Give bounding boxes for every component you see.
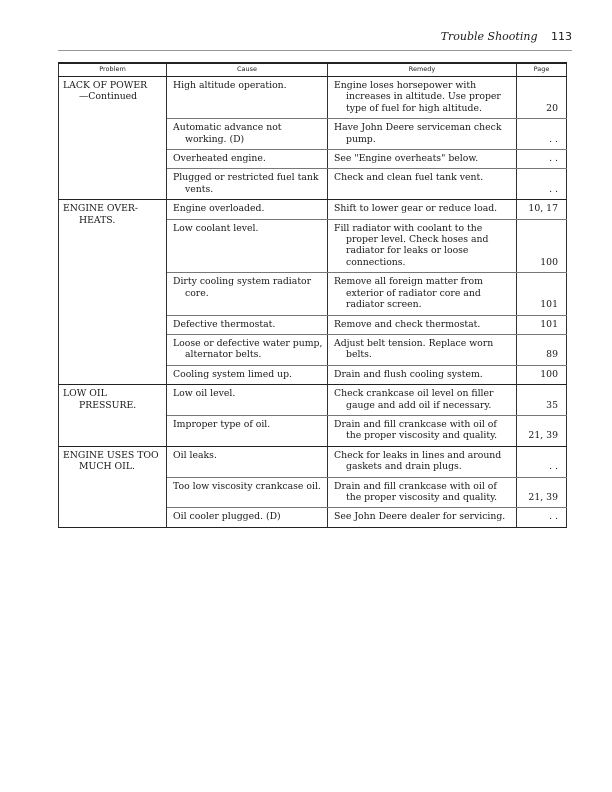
remedy-text: Check and clean fuel tank vent. <box>334 172 484 184</box>
remedy-text: Shift to lower gear or reduce load. <box>334 203 498 215</box>
problem-cell <box>59 77 167 200</box>
column-header-problem: Problem <box>59 63 167 77</box>
table-body <box>59 77 567 528</box>
remedy-text: See "Engine overheats" below. <box>334 153 479 165</box>
table-row <box>59 77 567 119</box>
table-row <box>59 200 567 219</box>
cause-text: Overheated engine. <box>173 153 266 165</box>
page-reference: 35 <box>517 385 567 416</box>
cause-text: Oil leaks. <box>173 449 217 461</box>
cause-text: Low oil level. <box>173 388 236 400</box>
remedy-cell <box>328 273 517 315</box>
page-reference: . . <box>517 169 567 200</box>
remedy-cell <box>328 119 517 150</box>
cause-text: Automatic advance not working. (D) <box>173 122 282 145</box>
problem-label-continued: MUCH OIL. <box>79 461 135 473</box>
remedy-text: Adjust belt tension. Replace worn belts. <box>334 337 494 361</box>
page-reference: . . <box>517 508 567 527</box>
page-number: 113 <box>551 30 572 43</box>
table-header-row <box>59 63 567 77</box>
section-title: Trouble Shooting <box>440 30 538 43</box>
cause-cell <box>167 200 328 219</box>
page-reference: 101 <box>517 315 567 334</box>
problem-label-continued: —Continued <box>79 91 138 103</box>
remedy-cell <box>328 150 517 169</box>
problem-label: ENGINE OVER- <box>63 203 138 215</box>
remedy-cell <box>328 169 517 200</box>
remedy-text: Drain and fill crankcase with oil of the proper viscosity and quality. <box>334 480 498 503</box>
cause-text: Low coolant level. <box>173 222 259 234</box>
remedy-cell <box>328 219 517 273</box>
page-reference: 21, 39 <box>517 477 567 508</box>
problem-label-continued: PRESSURE. <box>79 399 137 411</box>
cause-cell <box>167 219 328 273</box>
page-reference: 20 <box>517 77 567 119</box>
cause-cell <box>167 315 328 334</box>
remedy-text: Engine loses horsepower with increases in altitude. Use proper type of fuel for high altitude. <box>334 80 501 114</box>
remedy-cell <box>328 200 517 219</box>
remedy-cell <box>328 508 517 527</box>
remedy-text: Remove and check thermostat. <box>334 318 481 330</box>
cause-text: Defective thermostat. <box>173 318 276 330</box>
cause-text: High altitude operation. <box>173 80 287 91</box>
page-reference: 89 <box>517 334 567 365</box>
remedy-cell <box>328 477 517 508</box>
cause-cell <box>167 169 328 200</box>
column-header-page: Page <box>517 63 567 77</box>
remedy-cell <box>328 385 517 416</box>
trouble-shooting-table <box>58 62 567 528</box>
cause-cell <box>167 385 328 416</box>
cause-cell <box>167 77 328 119</box>
cause-text: Improper type of oil. <box>173 418 271 430</box>
problem-label: LOW OIL <box>63 388 107 400</box>
cause-cell <box>167 334 328 365</box>
remedy-text: Drain and fill crankcase with oil of the proper viscosity and quality. <box>334 418 498 442</box>
problem-label: LACK OF POWER <box>63 80 148 91</box>
problem-cell <box>59 446 167 527</box>
page-reference: 101 <box>517 273 567 315</box>
remedy-text: See John Deere dealer for servicing. <box>334 511 506 523</box>
cause-cell <box>167 508 328 527</box>
cause-text: Oil cooler plugged. (D) <box>173 511 281 523</box>
remedy-cell <box>328 446 517 477</box>
table-row <box>59 446 567 477</box>
problem-cell <box>59 385 167 447</box>
cause-text: Too low viscosity crankcase oil. <box>173 480 321 492</box>
cause-cell <box>167 415 328 446</box>
problem-label: ENGINE USES TOO <box>63 449 159 461</box>
cause-text: Engine overloaded. <box>173 203 265 215</box>
cause-cell <box>167 119 328 150</box>
remedy-cell <box>328 77 517 119</box>
cause-cell <box>167 365 328 384</box>
cause-text: Plugged or restricted fuel tank vents. <box>173 172 319 195</box>
cause-cell <box>167 477 328 508</box>
page-reference: 21, 39 <box>517 415 567 446</box>
page-reference: 100 <box>517 219 567 273</box>
remedy-cell <box>328 365 517 384</box>
remedy-cell <box>328 315 517 334</box>
problem-cell <box>59 200 167 385</box>
page-reference: 100 <box>517 365 567 384</box>
remedy-cell <box>328 415 517 446</box>
column-header-cause: Cause <box>167 63 328 77</box>
cause-cell <box>167 150 328 169</box>
page-reference: . . <box>517 119 567 150</box>
remedy-cell <box>328 334 517 365</box>
remedy-text: Drain and flush cooling system. <box>334 368 483 380</box>
cause-text: Dirty cooling system radiator core. <box>173 276 312 299</box>
remedy-text: Check for leaks in lines and around gaskets and drain plugs. <box>334 449 502 473</box>
page-reference: . . <box>517 150 567 169</box>
cause-text: Cooling system limed up. <box>173 368 293 380</box>
cause-text: Loose or defective water pump, alternator belts. <box>173 337 323 361</box>
column-header-remedy: Remedy <box>328 63 517 77</box>
cause-cell <box>167 273 328 315</box>
problem-label-continued: HEATS. <box>79 214 116 226</box>
remedy-text: Check crankcase oil level on filler gauge and add oil if necessary. <box>334 388 494 411</box>
page-reference: 10, 17 <box>517 200 567 219</box>
remedy-text: Remove all foreign matter from exterior of radiator core and radiator screen. <box>334 276 483 311</box>
remedy-text: Have John Deere serviceman check pump. <box>334 122 502 145</box>
cause-cell <box>167 446 328 477</box>
remedy-text: Fill radiator with coolant to the proper level. Check hoses and radiator for leaks or loose connections. <box>334 222 489 268</box>
page-reference: . . <box>517 446 567 477</box>
page-header <box>58 30 572 51</box>
table-row <box>59 385 567 416</box>
